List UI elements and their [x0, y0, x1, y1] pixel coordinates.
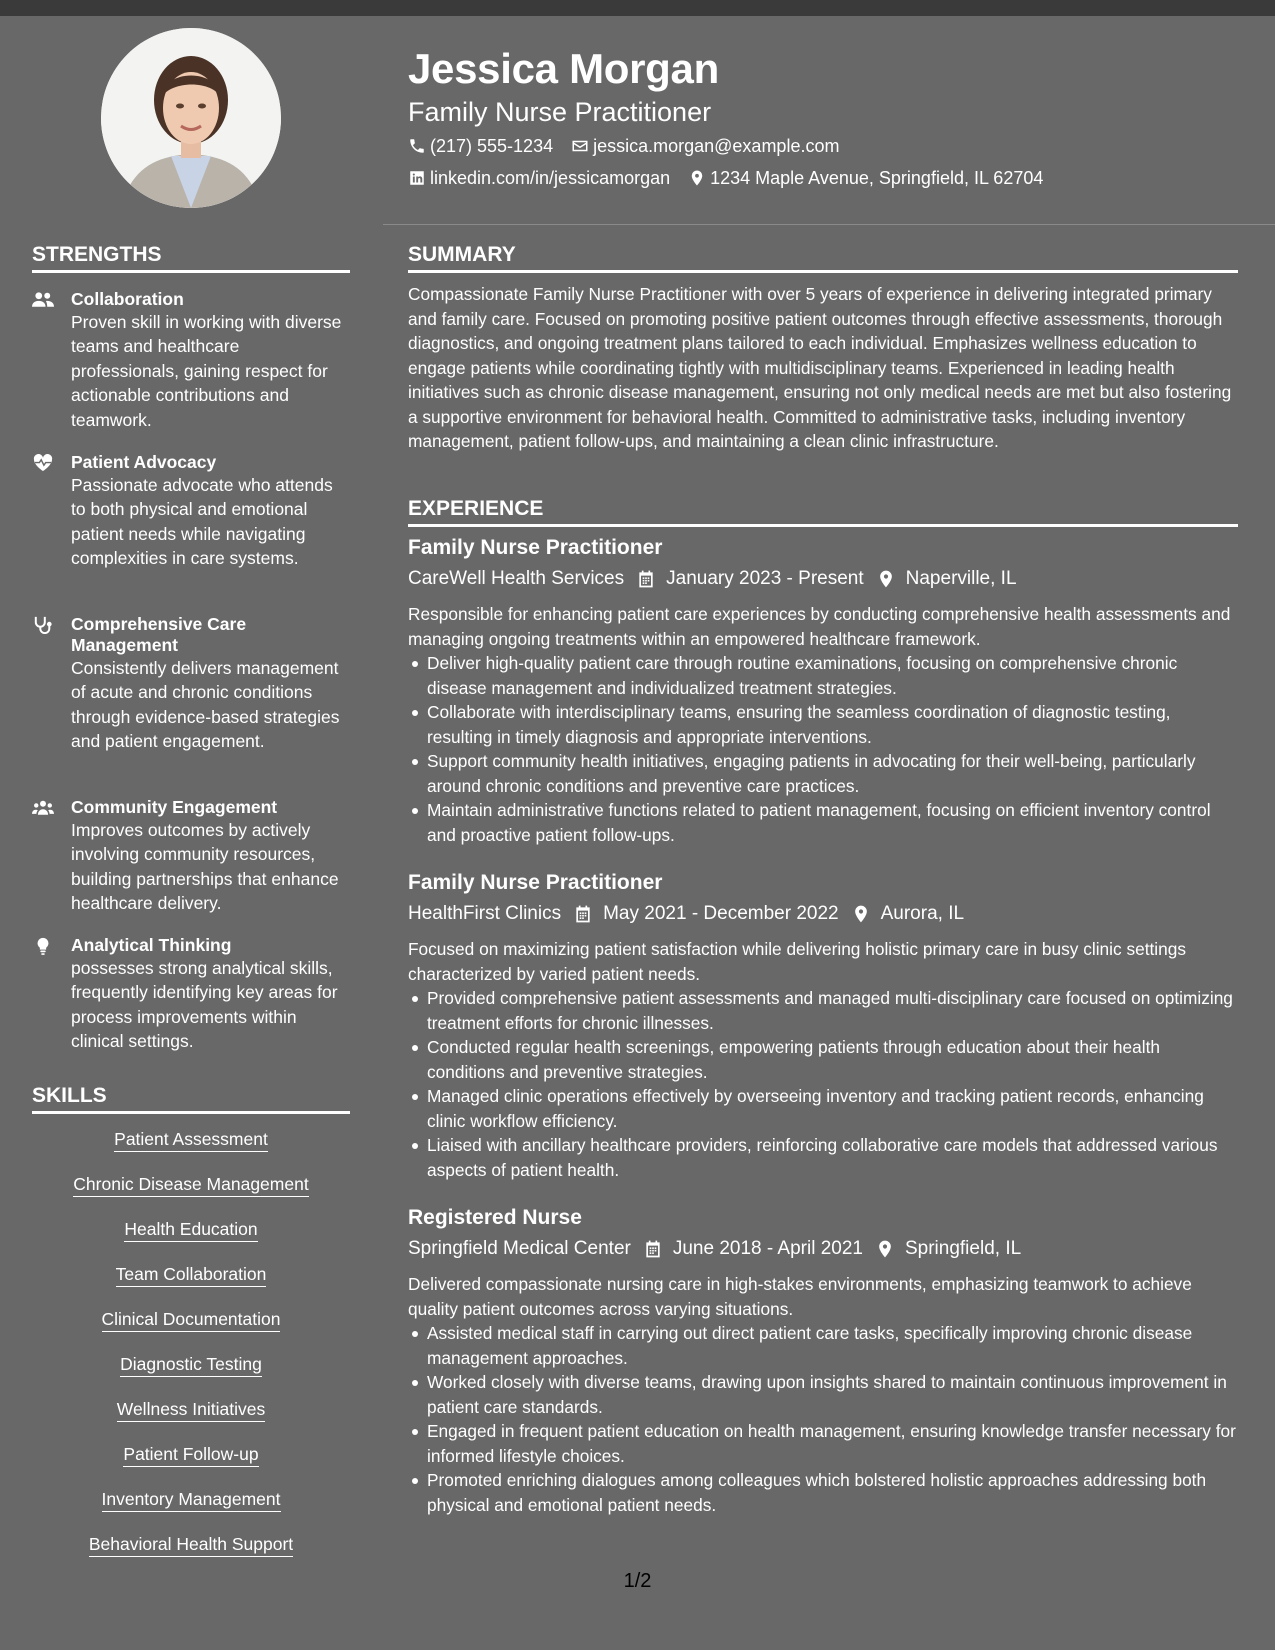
map-pin-icon	[875, 1239, 895, 1259]
skill-item: Team Collaboration	[32, 1262, 350, 1286]
skill-item: Inventory Management	[32, 1487, 350, 1511]
contact-row-1	[408, 133, 857, 159]
job-bullets	[408, 986, 1238, 1182]
strength-item	[32, 935, 352, 1054]
strength-name: Comprehensive Care Management	[71, 614, 247, 655]
skill-item: Chronic Disease Management	[32, 1172, 350, 1196]
summary-heading: SUMMARY	[408, 242, 1238, 273]
skill-item: Diagnostic Testing	[32, 1352, 350, 1376]
strength-name: Community Engagement	[71, 797, 278, 817]
job-bullet: Conducted regular health screenings, empowering patients through education about their health conditions and preventive strategies.	[427, 1035, 1238, 1084]
phone-icon	[408, 137, 426, 155]
strength-item	[32, 452, 352, 571]
job-bullet: Deliver high-quality patient care through routine examinations, focusing on comprehensive chronic disease management and individualized treatment strategies.	[427, 651, 1238, 700]
map-pin-icon	[688, 169, 706, 187]
email-text: jessica.morgan@example.com	[593, 135, 840, 156]
strength-name: Analytical Thinking	[71, 935, 232, 955]
job-dates: May 2021 - December 2022	[603, 903, 839, 924]
contact-linkedin[interactable]	[408, 168, 670, 189]
job-bullet: Engaged in frequent patient education on health management, ensuring knowledge transfer necessary for informed lifestyle choices.	[427, 1419, 1238, 1468]
job-role: Family Nurse Practitioner	[408, 871, 663, 894]
contact-address	[688, 168, 1043, 189]
experience-heading: EXPERIENCE	[408, 496, 1238, 527]
lightbulb-icon	[32, 937, 56, 957]
job-description: Focused on maximizing patient satisfaction while delivering holistic primary care in busy clinic settings characterized by varied patient needs.	[408, 939, 1186, 984]
job-description: Delivered compassionate nursing care in high-stakes environments, emphasizing teamwork to achieve quality patient outcomes across varying situations.	[408, 1274, 1192, 1319]
strength-description: possesses strong analytical skills, frequently identifying key areas for process improvements within clinical settings.	[71, 958, 338, 1052]
contact-phone[interactable]	[408, 136, 553, 157]
job-dates: June 2018 - April 2021	[672, 1238, 863, 1259]
strength-description: Proven skill in working with diverse teams and healthcare professionals, gaining respect for actionable contributions and teamwork.	[71, 312, 342, 430]
job-bullet: Support community health initiatives, engaging patients in advocating for their well-being, particularly around chronic conditions and preventive care practices.	[427, 749, 1238, 798]
job-location: Aurora, IL	[880, 903, 965, 924]
job-bullet: Worked closely with diverse teams, drawing upon insights shared to maintain continuous improvement in patient care standards.	[427, 1370, 1238, 1419]
strength-item	[32, 289, 352, 432]
job-bullet: Assisted medical staff in carrying out direct patient care tasks, specifically improving chronic disease management approaches.	[427, 1321, 1238, 1370]
job-bullet: Collaborate with interdisciplinary teams, ensuring the seamless coordination of diagnostic testing, resulting in timely diagnosis and appropriate interventions.	[427, 700, 1238, 749]
calendar-icon	[573, 904, 593, 924]
map-pin-icon	[851, 904, 871, 924]
stethoscope-icon	[32, 616, 56, 636]
candidate-title: Family Nurse Practitioner	[408, 97, 712, 127]
address-text: 1234 Maple Avenue, Springfield, IL 62704	[710, 167, 1044, 188]
job-role: Registered Nurse	[408, 1206, 582, 1229]
skill-item: Patient Assessment	[32, 1127, 350, 1151]
job-location: Springfield, IL	[904, 1238, 1022, 1259]
people-group-icon	[32, 799, 56, 819]
job-bullets	[408, 651, 1238, 847]
job-meta	[408, 1235, 1021, 1263]
strength-description: Passionate advocate who attends to both physical and emotional patient needs while navigating complexities in care systems.	[71, 475, 333, 569]
job-meta	[408, 565, 1017, 593]
job-bullet: Managed clinic operations effectively by overseeing inventory and tracking patient records, enhancing clinic workflow efficiency.	[427, 1084, 1238, 1133]
map-pin-icon	[876, 569, 896, 589]
skills-heading: SKILLS	[32, 1083, 350, 1114]
job-bullets	[408, 1321, 1238, 1517]
strength-description: Consistently delivers management of acute and chronic conditions through evidence-based strategies and patient engagement.	[71, 658, 340, 752]
heart-pulse-icon	[32, 454, 56, 474]
strength-item	[32, 614, 352, 754]
job-company: Springfield Medical Center	[408, 1238, 631, 1259]
skill-item: Patient Follow-up	[32, 1442, 350, 1466]
summary-text: Compassionate Family Nurse Practitioner with over 5 years of experience in delivering integrated primary and family care. Focused on promoting positive patient outcomes through effective assessments, thorough diagnostics, and ongoing treatment plans tailored to each individual. Emphasizes wellness education to engage patients while coordinating tightly with multidisciplinary teams. Experienced in leading health initiatives such as chronic disease management, ensuring not only medical needs are met but also fostering a supportive environment for behavioral health. Committed to administrative tasks, including inventory management, patient follow-ups, and maintaining a clean clinic infrastructure.	[408, 284, 1232, 451]
strength-item	[32, 797, 352, 916]
header-divider	[383, 224, 1275, 225]
linkedin-icon	[408, 169, 426, 187]
envelope-icon	[571, 137, 589, 155]
job-dates: January 2023 - Present	[666, 568, 864, 589]
portrait-illustration	[101, 28, 281, 208]
job-bullet: Liaised with ancillary healthcare providers, reinforcing collaborative care models that addressed various aspects of patient health.	[427, 1133, 1238, 1182]
job-company: HealthFirst Clinics	[408, 903, 562, 924]
job-bullet: Provided comprehensive patient assessments and managed multi-disciplinary care focused on optimizing treatment efforts for chronic illnesses.	[427, 986, 1238, 1035]
job-role: Family Nurse Practitioner	[408, 536, 663, 559]
strength-description: Improves outcomes by actively involving community resources, building partnerships that enhance healthcare delivery.	[71, 820, 339, 914]
job-bullet: Promoted enriching dialogues among colleagues which bolstered holistic approaches addressing both physical and emotional patient needs.	[427, 1468, 1238, 1517]
contact-email[interactable]	[571, 136, 839, 157]
job-description: Responsible for enhancing patient care experiences by conducting comprehensive health assessments and managing ongoing treatments within an empowered healthcare framework.	[408, 604, 1231, 649]
job-company: CareWell Health Services	[408, 568, 625, 589]
job-bullet: Maintain administrative functions related to patient management, focusing on efficient inventory control and proactive patient follow-ups.	[427, 798, 1238, 847]
strength-name: Patient Advocacy	[71, 452, 217, 472]
skill-item: Health Education	[32, 1217, 350, 1241]
calendar-icon	[636, 569, 656, 589]
contact-row-2	[408, 165, 1061, 191]
job-location: Naperville, IL	[905, 568, 1017, 589]
candidate-name: Jessica Morgan	[408, 45, 719, 92]
linkedin-text: linkedin.com/in/jessicamorgan	[430, 167, 671, 188]
phone-text: (217) 555-1234	[430, 135, 554, 156]
strengths-heading: STRENGTHS	[32, 242, 350, 273]
strength-name: Collaboration	[71, 289, 184, 309]
calendar-icon	[643, 1239, 663, 1259]
skill-item: Behavioral Health Support	[32, 1532, 350, 1556]
skill-item: Clinical Documentation	[32, 1307, 350, 1331]
job-meta	[408, 900, 964, 928]
top-bar	[0, 0, 1275, 16]
users-icon	[32, 291, 56, 311]
page-number: 1/2	[623, 1570, 652, 1592]
profile-photo	[101, 28, 281, 208]
skill-item: Wellness Initiatives	[32, 1397, 350, 1421]
